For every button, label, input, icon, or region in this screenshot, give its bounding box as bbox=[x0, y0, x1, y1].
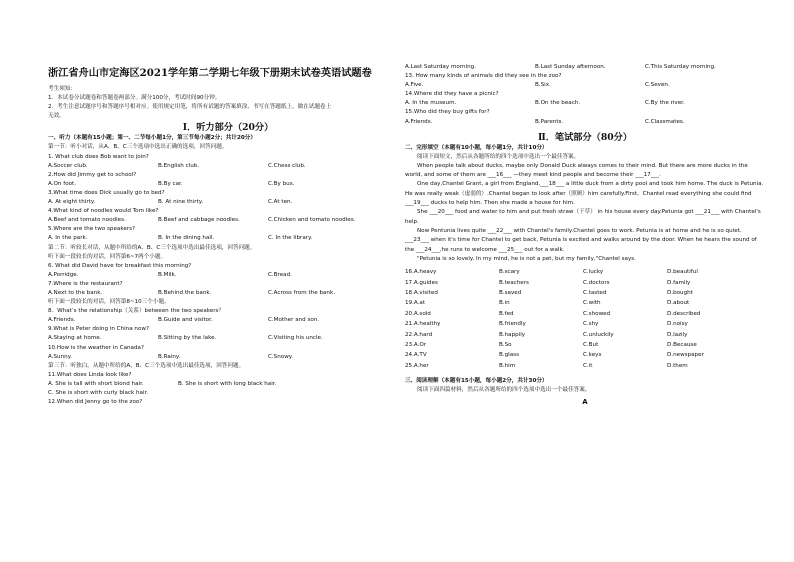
option-row bbox=[405, 63, 765, 72]
option: B. She is short with long black hair. bbox=[178, 380, 277, 387]
option: D.them bbox=[667, 362, 688, 369]
question: 14.Where did they have a picnic? bbox=[405, 91, 499, 98]
question: 7.Where is the restaurant? bbox=[48, 280, 123, 287]
question: 12.When did Jenny go to the zoo? bbox=[48, 399, 143, 406]
left-column bbox=[48, 66, 408, 407]
option: 16.A.heavy bbox=[405, 269, 437, 276]
option-row bbox=[405, 81, 765, 90]
notice-heading: 考生须知： bbox=[48, 86, 76, 92]
section-instruction: 第二节：听较长对话，从题中所给的A、B、C三个选项中选出最佳选项，回答问题。 bbox=[48, 244, 256, 251]
option: A.Soccer club. bbox=[48, 162, 88, 169]
question: 9.What is Peter doing in China now? bbox=[48, 326, 149, 333]
section-note: 听下面一段较长的对话，回答第6~7两个小题。 bbox=[48, 253, 167, 260]
option: D.beautiful bbox=[667, 269, 698, 276]
option: B.Behind the bank. bbox=[158, 289, 212, 296]
option-row bbox=[48, 198, 408, 207]
option-row bbox=[48, 316, 408, 325]
option: C.Across from the bank. bbox=[268, 289, 335, 296]
cloze-instruction: 阅读下面短文，然后从各题所给的四个选项中选出一个最佳答案。 bbox=[417, 153, 580, 160]
cloze-option-row bbox=[405, 267, 765, 277]
option: D.noisy bbox=[667, 321, 688, 328]
option: C.Visiting his uncle. bbox=[268, 335, 323, 342]
section-instruction: 第一节：听小对话，从A、B、C三个选项中选出正确的选项，回答问题。 bbox=[48, 144, 228, 151]
option: A. At eight thirty. bbox=[48, 199, 96, 206]
option: B.glass bbox=[499, 352, 519, 359]
option: B.Milk. bbox=[158, 271, 177, 278]
cloze-option-row bbox=[405, 309, 765, 319]
cloze-option-row bbox=[405, 298, 765, 308]
option: 19.A.at bbox=[405, 300, 426, 307]
option: C. In the library. bbox=[268, 235, 313, 242]
question: 11.What does Linda look like? bbox=[48, 371, 132, 378]
option: B.him bbox=[499, 362, 516, 369]
option: C.lucky bbox=[583, 269, 604, 276]
option: C.Bread. bbox=[268, 271, 292, 278]
option: B. At nine thirty. bbox=[158, 199, 204, 206]
option: B.Guide and visitor. bbox=[158, 317, 213, 324]
option: A.Porridge. bbox=[48, 271, 79, 278]
option: A.Sunny. bbox=[48, 353, 72, 360]
question: 15.Who did they buy gifts for? bbox=[405, 109, 490, 116]
question: 4.What kind of noodles would Tom like? bbox=[48, 208, 159, 215]
cloze-option-row bbox=[405, 278, 765, 288]
option: A.Five. bbox=[405, 82, 424, 89]
cloze-paragraph: One day,Chantel Grant, a girl from England,___18___ a little duck from a dirty pool and took him home. The duck is Petunia. He was really weak（虚弱的）.Chantel began to look after（照顾）him carefully.First，Chantel read everything she could find ___19___ ducks to help him. Then she made a house for him. bbox=[405, 181, 764, 207]
option: B.fed bbox=[499, 310, 514, 317]
option: C.Chicken and tomato noodles. bbox=[268, 217, 356, 224]
option: 22.A.hard bbox=[405, 331, 433, 338]
option-row bbox=[405, 99, 765, 108]
option: B.teachers bbox=[499, 279, 529, 286]
reading-heading: 三、阅读理解（本题有15小题，每小题2分，共计30分） bbox=[405, 378, 548, 385]
option-row bbox=[48, 180, 408, 189]
section-instruction: 第三节：听独白，从题中所给的A、B、C三个选项中选出最佳选项，回答问题。 bbox=[48, 362, 245, 369]
option: 20.A.sold bbox=[405, 310, 431, 317]
option: C.doctors bbox=[583, 279, 610, 286]
option: C.At ten. bbox=[268, 199, 293, 206]
option: B.English club. bbox=[158, 162, 200, 169]
cloze-paragraph: Now Pentunia lives quite ___22___ with Chantel's family.Chantel goes to work. Petunia is at home and he is so quiet. ___23___ when it's time for Chantel to get back, Petunia is excited and walks around by the door. When he hears the sound of the ___24___,he runs to welcome ___25___ out for a walk. bbox=[405, 227, 757, 253]
cloze-option-row bbox=[405, 330, 765, 340]
option: B.On the beach. bbox=[535, 100, 581, 107]
option: A.Staying at home. bbox=[48, 335, 102, 342]
option: B.Sitting by the lake. bbox=[158, 335, 217, 342]
question: 1. What club does Bob want to join? bbox=[48, 153, 149, 160]
reading-instruction: 阅读下面四篇材料，然后从各题所给的四个选项中选出一个最佳答案。 bbox=[417, 387, 591, 394]
option: A.Beef and tomato noodles. bbox=[48, 217, 126, 224]
option: C.unluckily bbox=[583, 331, 614, 338]
option: B.Last Sunday afternoon. bbox=[535, 64, 606, 70]
question: 5.Where are the two speakers? bbox=[48, 226, 136, 233]
option: B.Rainy. bbox=[158, 353, 181, 360]
option: B.in bbox=[499, 300, 510, 307]
option: D.about bbox=[667, 300, 690, 307]
cloze-heading: 二、完形填空（本题有10小题，每小题1分，共计10分） bbox=[405, 144, 548, 151]
notice-item: 1．本试卷分试题卷和答题卷两部分。满分100分，考试时间90分钟。 bbox=[48, 95, 221, 102]
listening-section-heading: 一、听力（本题有15小题；第一、二节每小题1分，第三节每小题2分；共计20分） bbox=[48, 135, 256, 142]
option-row bbox=[48, 334, 408, 343]
option-row bbox=[48, 234, 408, 243]
cloze-options bbox=[405, 267, 765, 371]
option: C.This Saturday morning. bbox=[645, 64, 716, 70]
exam-title: 浙江省舟山市定海区2021学年第二学期七年级下册期末试卷英语试题卷 bbox=[48, 67, 372, 79]
option: C.By bus. bbox=[268, 180, 295, 187]
option: B. In the dining hall. bbox=[158, 235, 215, 242]
cloze-paragraph: "Petunia is so lovely. In my mind, he is not a pet, but my family,"Chantel says. bbox=[417, 255, 636, 262]
option: C.Snowy. bbox=[268, 353, 294, 360]
option: B.So bbox=[499, 341, 512, 348]
option: A. In the museum. bbox=[405, 100, 457, 107]
option: 17.A.guides bbox=[405, 279, 438, 286]
option: C.shy bbox=[583, 321, 599, 328]
notice-item: 2．考生注意试题序号和答题序号相对应。使用规定用笔，将所有试题的答案填涂、书写在答题纸上，做在试题卷上 bbox=[48, 104, 332, 111]
notice-item: 无效。 bbox=[48, 113, 65, 120]
option: A.Friends. bbox=[405, 118, 433, 125]
cloze-option-row bbox=[405, 288, 765, 298]
option: 18.A.visited bbox=[405, 289, 438, 296]
cloze-option-row bbox=[405, 319, 765, 329]
option: B.friendly bbox=[499, 321, 526, 328]
option: 21.A.healthy bbox=[405, 321, 441, 328]
option: C.Classmates. bbox=[645, 118, 685, 125]
part1-heading: Ⅰ．听力部分（20分） bbox=[182, 122, 274, 134]
option: C.Mother and son. bbox=[268, 317, 320, 324]
cloze-option-row bbox=[405, 361, 765, 371]
option: A. She is tall with short blond hair. bbox=[48, 380, 144, 387]
question: 2.How did Jimmy get to school? bbox=[48, 171, 137, 178]
option-row bbox=[48, 271, 408, 280]
option: C. She is short with curly black hair. bbox=[48, 390, 149, 396]
option: D.described bbox=[667, 310, 701, 317]
option: B.Beef and cabbage noodles. bbox=[158, 217, 240, 224]
part2-heading: Ⅱ．笔试部分（80分） bbox=[537, 131, 633, 143]
option: C.By the river. bbox=[645, 100, 685, 107]
option: 23.A.Or bbox=[405, 341, 427, 348]
option: C.showed bbox=[583, 310, 611, 317]
option: A.Next to the bank. bbox=[48, 289, 103, 296]
option: C.Seven. bbox=[645, 82, 670, 89]
option: A.Last Saturday morning. bbox=[405, 64, 476, 70]
option: C.with bbox=[583, 300, 601, 307]
option: C.keys bbox=[583, 352, 602, 359]
question: 10.How is the weather in Canada? bbox=[48, 344, 144, 351]
question: 6. What did David have for breakfast this morning? bbox=[48, 262, 192, 269]
right-column bbox=[405, 63, 765, 407]
option: B.happily bbox=[499, 331, 526, 338]
option-row bbox=[48, 353, 408, 362]
option: B.scary bbox=[499, 269, 520, 276]
cloze-option-row bbox=[405, 340, 765, 350]
option: B.Six. bbox=[535, 82, 551, 89]
option-row bbox=[48, 380, 408, 389]
question: 8．What’s the relationship（关系）between the two speakers？ bbox=[48, 308, 225, 315]
option-row bbox=[48, 216, 408, 225]
question: 13. How many kinds of animals did they see in the zoo? bbox=[405, 73, 562, 80]
option: D.lazily bbox=[667, 331, 688, 338]
option: A.Friends. bbox=[48, 317, 76, 324]
option: D.family bbox=[667, 279, 691, 286]
cloze-paragraph: When people talk about ducks, maybe only Donald Duck always comes to their mind. But there are more ducks in the world, and some of them are ___16___ —they meet kind people and become their ___17___. bbox=[405, 162, 748, 179]
option: B.saved bbox=[499, 289, 522, 296]
option: D.Because bbox=[667, 341, 697, 348]
option: C.it bbox=[583, 362, 593, 369]
option: A.On foot. bbox=[48, 180, 77, 187]
option-row bbox=[48, 162, 408, 171]
section-note: 听下面一段较长的对话，回答第8~10三个小题。 bbox=[48, 299, 170, 306]
option: C.Chess club. bbox=[268, 162, 306, 169]
option-row bbox=[48, 289, 408, 298]
option: B.By car. bbox=[158, 180, 183, 187]
option: D.bought bbox=[667, 289, 693, 296]
option: D.newspaper bbox=[667, 352, 704, 359]
passage-label: A bbox=[582, 398, 588, 407]
option: C.But bbox=[583, 341, 599, 348]
option: B.Parents. bbox=[535, 118, 564, 125]
option: A. In the park. bbox=[48, 235, 88, 242]
question: 3.What time does Dick usually go to bed? bbox=[48, 189, 165, 196]
option: C.tasted bbox=[583, 289, 607, 296]
option: 24.A.TV bbox=[405, 352, 427, 359]
cloze-option-row bbox=[405, 350, 765, 360]
cloze-paragraph: She ___20___ food and water to him and put fresh straw（干草） in his house every day.Petunia got ___21___ with Chantel's help. bbox=[405, 209, 761, 225]
option: 25.A.her bbox=[405, 362, 429, 369]
option-row bbox=[405, 118, 765, 127]
